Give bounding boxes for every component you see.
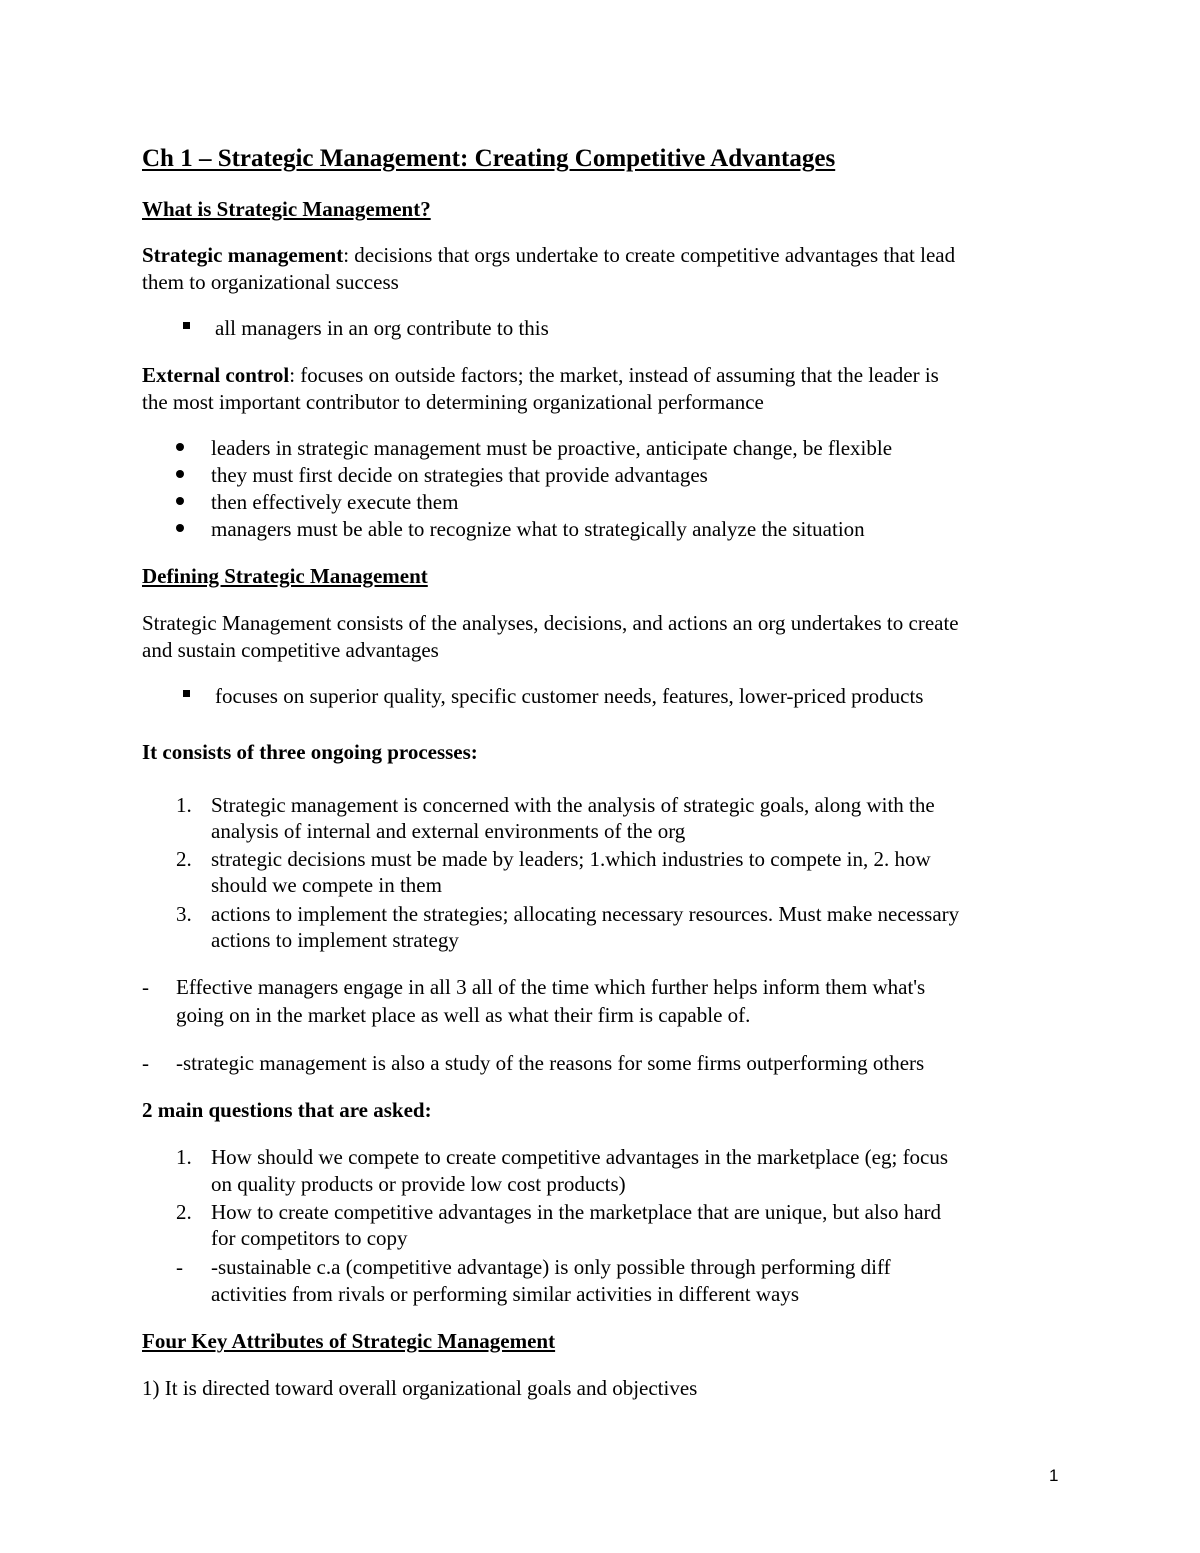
numbered-item: strategic decisions must be made by leaders; 1.which industries to compete in, 2. how — [211, 847, 931, 871]
numbered-item: How should we compete to create competitive advantages in the marketplace (eg; focus — [211, 1145, 949, 1169]
list-item: then effectively execute them — [211, 490, 459, 514]
list-number: 1. — [176, 793, 192, 817]
list-item: focuses on superior quality, specific customer needs, features, lower-priced products — [215, 684, 924, 708]
list-number: 1. — [176, 1145, 192, 1169]
round-bullet-icon — [176, 524, 184, 532]
dash-item: -strategic management is also a study of the reasons for some firms outperforming others — [176, 1051, 925, 1075]
square-bullet-icon — [183, 690, 190, 697]
definition-text-continued: them to organizational success — [142, 270, 399, 294]
list-number: 2. — [176, 1200, 192, 1224]
list-item: leaders in strategic management must be proactive, anticipate change, be flexible — [211, 436, 893, 460]
list-item: they must first decide on strategies that provide advantages — [211, 463, 708, 487]
list-item: managers must be able to recognize what to strategically analyze the situation — [211, 517, 865, 541]
list-number: - — [176, 1255, 183, 1279]
numbered-item: actions to implement the strategies; allocating necessary resources. Must make necessary — [211, 902, 960, 926]
numbered-item-continued: activities from rivals or performing similar activities in different ways — [211, 1282, 800, 1306]
numbered-item-continued: for competitors to copy — [211, 1226, 408, 1250]
section-heading-defining: Defining Strategic Management — [142, 564, 428, 588]
paragraph: Strategic Management consists of the analyses, decisions, and actions an org undertakes to create — [142, 611, 959, 635]
round-bullet-icon — [176, 443, 184, 451]
paragraph: 1) It is directed toward overall organizational goals and objectives — [142, 1376, 698, 1400]
definition-text: : decisions that orgs undertake to create competitive advantages that lead — [343, 243, 956, 267]
dash-item: Effective managers engage in all 3 all of the time which further helps inform them what's — [176, 975, 926, 999]
numbered-item-continued: actions to implement strategy — [211, 928, 459, 952]
page-number: 1 — [1049, 1466, 1059, 1485]
definition-external-control — [142, 362, 939, 389]
subheading-questions: 2 main questions that are asked: — [142, 1098, 432, 1122]
numbered-item-continued: on quality products or provide low cost products) — [211, 1172, 626, 1196]
dash-bullet-icon: - — [142, 1051, 149, 1075]
round-bullet-icon — [176, 470, 184, 478]
definition-text-continued: the most important contributor to determining organizational performance — [142, 390, 764, 414]
numbered-item-continued: analysis of internal and external environments of the org — [211, 819, 686, 843]
paragraph-continued: and sustain competitive advantages — [142, 638, 439, 662]
definition-text: : focuses on outside factors; the market, instead of assuming that the leader is — [289, 363, 939, 387]
numbered-item: How to create competitive advantages in the marketplace that are unique, but also hard — [211, 1200, 942, 1224]
numbered-item: -sustainable c.a (competitive advantage) is only possible through performing diff — [211, 1255, 891, 1279]
subheading-processes: It consists of three ongoing processes: — [142, 740, 478, 764]
term-strategic-management: Strategic management — [142, 243, 344, 267]
term-external-control: External control — [142, 363, 290, 387]
section-heading-what-is: What is Strategic Management? — [142, 197, 431, 221]
list-number: 2. — [176, 847, 192, 871]
list-item: all managers in an org contribute to this — [215, 316, 549, 340]
section-heading-four-key: Four Key Attributes of Strategic Management — [142, 1329, 556, 1353]
definition-strategic-management — [142, 242, 955, 269]
dash-item-continued: going on in the market place as well as what their firm is capable of. — [176, 1003, 751, 1027]
page-title: Ch 1 – Strategic Management: Creating Competitive Advantages — [142, 145, 836, 172]
numbered-item-continued: should we compete in them — [211, 873, 442, 897]
square-bullet-icon — [183, 322, 190, 329]
numbered-item: Strategic management is concerned with the analysis of strategic goals, along with the — [211, 793, 935, 817]
list-number: 3. — [176, 902, 192, 926]
round-bullet-icon — [176, 497, 184, 505]
dash-bullet-icon: - — [142, 975, 149, 999]
